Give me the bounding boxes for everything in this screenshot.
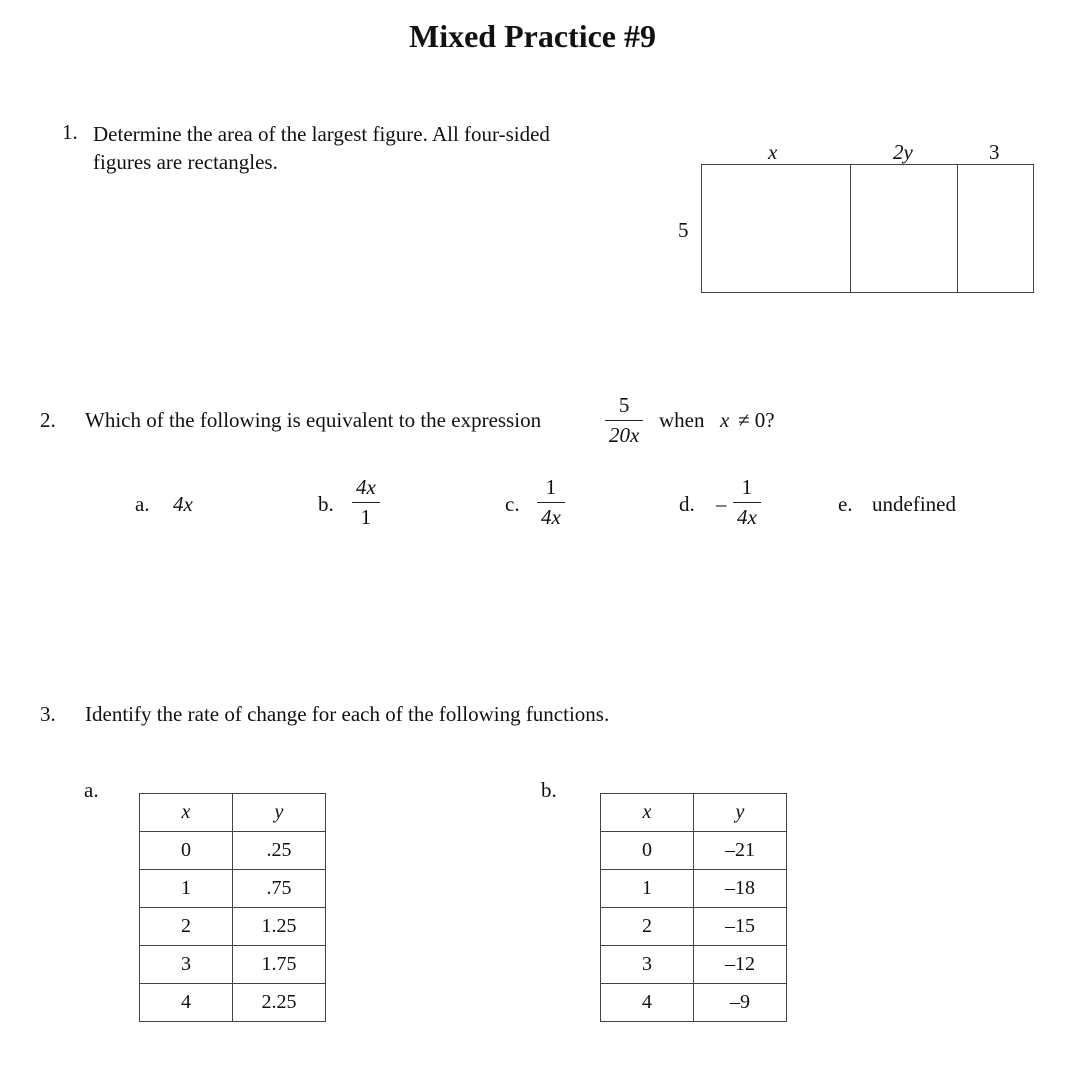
figure-label-5: 5 (678, 218, 689, 242)
fraction-numerator: 1 (545, 475, 557, 499)
rectangle-divider (957, 165, 958, 292)
choice-c-fraction (537, 477, 565, 528)
table-row (601, 946, 787, 984)
table-header-y: y (694, 794, 787, 832)
table-row (140, 984, 326, 1022)
question-1-text: Determine the area of the largest figure. All four-sided figures are rectangles. (93, 122, 550, 174)
table-cell: 0 (601, 832, 694, 870)
table-b-letter: b. (541, 778, 557, 802)
table-cell: 0 (140, 832, 233, 870)
table-cell: –21 (694, 832, 787, 870)
table-cell: 3 (601, 946, 694, 984)
table-a (139, 793, 326, 1022)
table-cell: .25 (233, 832, 326, 870)
table-cell: –12 (694, 946, 787, 984)
condition-variable: x (720, 408, 730, 432)
choice-d-letter: d. (679, 492, 695, 516)
fraction-numerator: 1 (741, 475, 753, 499)
figure-label-3: 3 (989, 140, 1000, 164)
table-cell: 4 (601, 984, 694, 1022)
table-row (140, 946, 326, 984)
table-row (140, 870, 326, 908)
table-b (600, 793, 787, 1022)
choice-b-letter: b. (318, 492, 334, 516)
table-cell: 2.25 (233, 984, 326, 1022)
condition-when: when (659, 408, 705, 432)
table-row (140, 832, 326, 870)
table-cell: –9 (694, 984, 787, 1022)
fraction-numerator: 5 (618, 393, 630, 417)
choice-e-letter: e. (838, 492, 853, 516)
choice-e-value: undefined (872, 492, 956, 516)
expression-fraction (605, 395, 643, 446)
condition-relation: ≠ 0? (738, 408, 775, 432)
table-cell: 1 (140, 870, 233, 908)
figure-label-x: x (768, 140, 778, 164)
table-header-row (601, 794, 787, 832)
question-2-text: Which of the following is equivalent to the expression (85, 408, 542, 432)
table-cell: 4 (140, 984, 233, 1022)
table-header-y: y (233, 794, 326, 832)
table-header-x: x (140, 794, 233, 832)
choice-b-fraction (352, 477, 380, 528)
fraction-denominator: 1 (360, 505, 372, 530)
table-cell: 1.75 (233, 946, 326, 984)
choice-d-sign: – (716, 492, 727, 516)
table-row (601, 832, 787, 870)
fraction-denominator: 4x (541, 505, 561, 530)
table-row (601, 870, 787, 908)
table-cell: 3 (140, 946, 233, 984)
table-header-row (140, 794, 326, 832)
question-3-number: 3. (40, 702, 56, 726)
fraction-numerator: 4x (356, 475, 376, 499)
choice-d-fraction (733, 477, 761, 528)
choice-a-value: 4x (173, 492, 193, 516)
table-cell: –18 (694, 870, 787, 908)
fraction-denominator: 20x (609, 423, 640, 448)
question-2-number: 2. (40, 408, 56, 432)
table-row (601, 908, 787, 946)
choice-a-letter: a. (135, 492, 150, 516)
page-title: Mixed Practice #9 (409, 18, 656, 54)
table-a-letter: a. (84, 778, 99, 802)
question-3-text: Identify the rate of change for each of the following functions. (85, 702, 610, 726)
fraction-denominator: 4x (737, 505, 757, 530)
table-cell: –15 (694, 908, 787, 946)
table-cell: .75 (233, 870, 326, 908)
figure-label-2y: 2y (893, 140, 913, 164)
choice-c-letter: c. (505, 492, 520, 516)
table-cell: 1 (601, 870, 694, 908)
table-header-x: x (601, 794, 694, 832)
question-1-number: 1. (62, 120, 78, 144)
table-row (601, 984, 787, 1022)
table-row (140, 908, 326, 946)
rectangle-divider (850, 165, 851, 292)
table-cell: 1.25 (233, 908, 326, 946)
table-cell: 2 (140, 908, 233, 946)
table-cell: 2 (601, 908, 694, 946)
rectangle-figure (701, 164, 1034, 293)
